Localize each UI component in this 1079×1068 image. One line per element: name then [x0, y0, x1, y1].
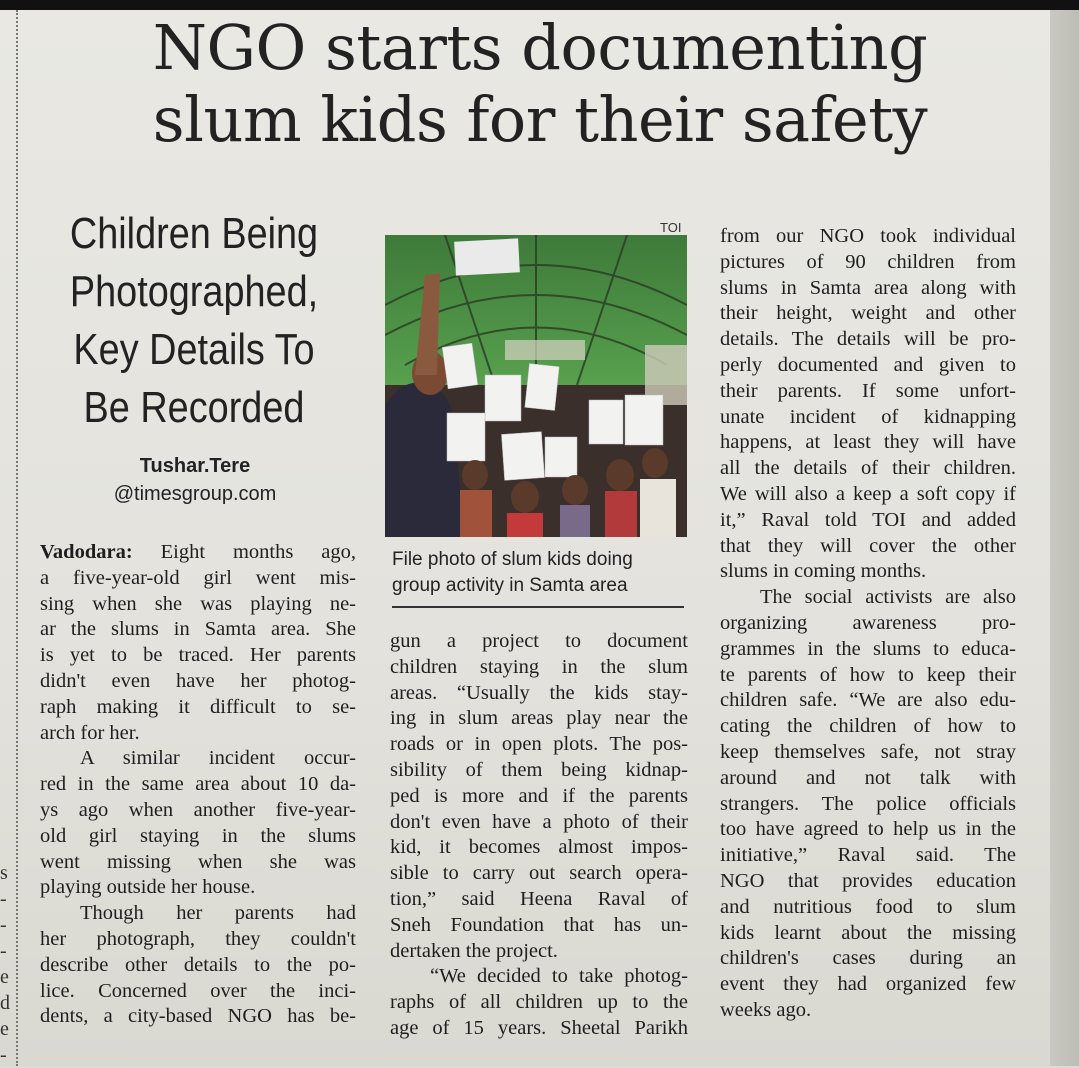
article-line: it,” Raval told TOI and added	[720, 508, 1016, 531]
adjacent-column-fragment: s - - - e d e -	[0, 862, 10, 1066]
article-line: children staying in the slum	[390, 655, 688, 678]
article-line: weeks ago.	[720, 998, 812, 1021]
article-line: her photograph, they couldn't	[40, 927, 356, 950]
article-line: organizing awareness pro-	[720, 611, 1016, 634]
article-line: sibility of them being kidnap-	[390, 758, 688, 781]
article-line: A similar incident occur-	[80, 747, 356, 770]
article-line: describe other details to the po-	[40, 953, 356, 976]
article-line: dents, a city-based NGO has be-	[40, 1005, 356, 1028]
article-line: raph making it difficult to se-	[40, 695, 356, 718]
headline	[80, 12, 1000, 156]
article-line: that they will cover the other	[720, 534, 1016, 557]
article-line: and nutritious food to slum	[720, 895, 1016, 918]
article-line: happens, at least they will have	[720, 431, 1016, 454]
article-line: cating the children of how to	[720, 715, 1016, 738]
article-line: ys ago when another five-year-	[40, 798, 356, 821]
article-line: roads or in open plots. The pos-	[390, 733, 688, 756]
article-line: arch for her.	[40, 721, 140, 744]
photo-caption: File photo of slum kids doing group activity in Samta area	[392, 549, 633, 596]
caption-rule	[392, 606, 684, 608]
article-line: children safe. “We are also edu-	[720, 689, 1016, 712]
article-line: from our NGO took individual	[720, 225, 1016, 247]
article-line: ar the slums in Samta area. She	[40, 618, 356, 641]
article-line: went missing when she was	[40, 850, 356, 873]
article-line: ing in slum areas play near the	[390, 707, 688, 730]
dateline: Vadodara:	[40, 541, 133, 563]
article-line: Sneh Foundation that has un-	[390, 913, 688, 936]
article-line: their height, weight and other	[720, 302, 1016, 325]
article-line: dertaken the project.	[390, 939, 558, 962]
article-line: tion,” said Heena Raval of	[390, 887, 688, 910]
article-column-1	[40, 540, 356, 1030]
article-line: strangers. The police officials	[720, 792, 1016, 815]
headline-line: NGO starts documenting	[152, 11, 928, 84]
author-name: Tushar.Tere	[139, 455, 251, 477]
article-line: too have agreed to help us in the	[720, 818, 1016, 841]
article-line: initiative,” Raval said. The	[720, 844, 1016, 867]
news-photo	[385, 235, 687, 537]
article-line: sible to carry out search opera-	[390, 862, 688, 885]
page-right-edge	[1050, 10, 1079, 1066]
article-line: red in the same area about 10 da-	[40, 773, 356, 796]
article-line: ped is more and if the parents	[390, 784, 688, 807]
article-line: Vadodara: Eight months ago,	[40, 541, 356, 563]
article-line: playing outside her house.	[40, 876, 256, 899]
article-line: slums in coming months.	[720, 560, 927, 583]
article-line: details. The details will be pro-	[720, 328, 1016, 351]
article-column-3	[720, 224, 1016, 1024]
photo-credit: TOI	[660, 220, 682, 235]
article-line: We will also a keep a soft copy if	[720, 482, 1016, 505]
article-line: their parents. If some unfort-	[720, 379, 1016, 402]
article-line: sing when she was playing ne-	[40, 592, 356, 615]
article-line: NGO that provides education	[720, 869, 1016, 892]
article-line: kid, it becomes almost impos-	[390, 836, 688, 859]
article-line: kids learnt about the missing	[720, 921, 1016, 944]
article-line: grammes in the slums to educa-	[720, 637, 1016, 660]
top-border	[0, 0, 1079, 10]
article-line: areas. “Usually the kids stay-	[390, 681, 688, 704]
article-line: perly documented and given to	[720, 353, 1016, 376]
article-line: “We decided to take photog-	[430, 965, 688, 988]
article-line: around and not talk with	[720, 766, 1016, 789]
article-line: children's cases during an	[720, 947, 1016, 970]
article-line: lice. Concerned over the inci-	[40, 979, 356, 1002]
subheadline: Children Being Photographed, Key Details To Be Recorded	[69, 209, 319, 432]
article-line: pictures of 90 children from	[720, 250, 1016, 273]
headline-line: slum kids for their safety	[152, 83, 928, 156]
article-line: didn't even have her photog-	[40, 669, 356, 692]
article-line: event they had organized few	[720, 973, 1016, 996]
article-line: all the details of their children.	[720, 457, 1016, 480]
byline	[60, 452, 330, 508]
article-line: gun a project to document	[390, 630, 688, 652]
article-line: Though her parents had	[80, 902, 356, 925]
article-line: is yet to be traced. Her parents	[40, 644, 356, 667]
article-column-2	[390, 629, 688, 1042]
article-line: keep themselves safe, not stray	[720, 740, 1016, 763]
article-line: slums in Samta area along with	[720, 276, 1016, 299]
article-line: don't even have a photo of their	[390, 810, 688, 833]
article-line: old girl staying in the slums	[40, 824, 356, 847]
author-email: @timesgroup.com	[113, 483, 277, 505]
article-line: unate incident of kidnapping	[720, 405, 1016, 428]
article-line: a five-year-old girl went mis-	[40, 566, 356, 589]
article-line: raphs of all children up to the	[390, 991, 688, 1014]
article-line: age of 15 years. Sheetal Parikh	[390, 1016, 688, 1039]
article-line: The social activists are also	[760, 586, 1016, 609]
article-line: te parents of how to keep their	[720, 663, 1016, 686]
